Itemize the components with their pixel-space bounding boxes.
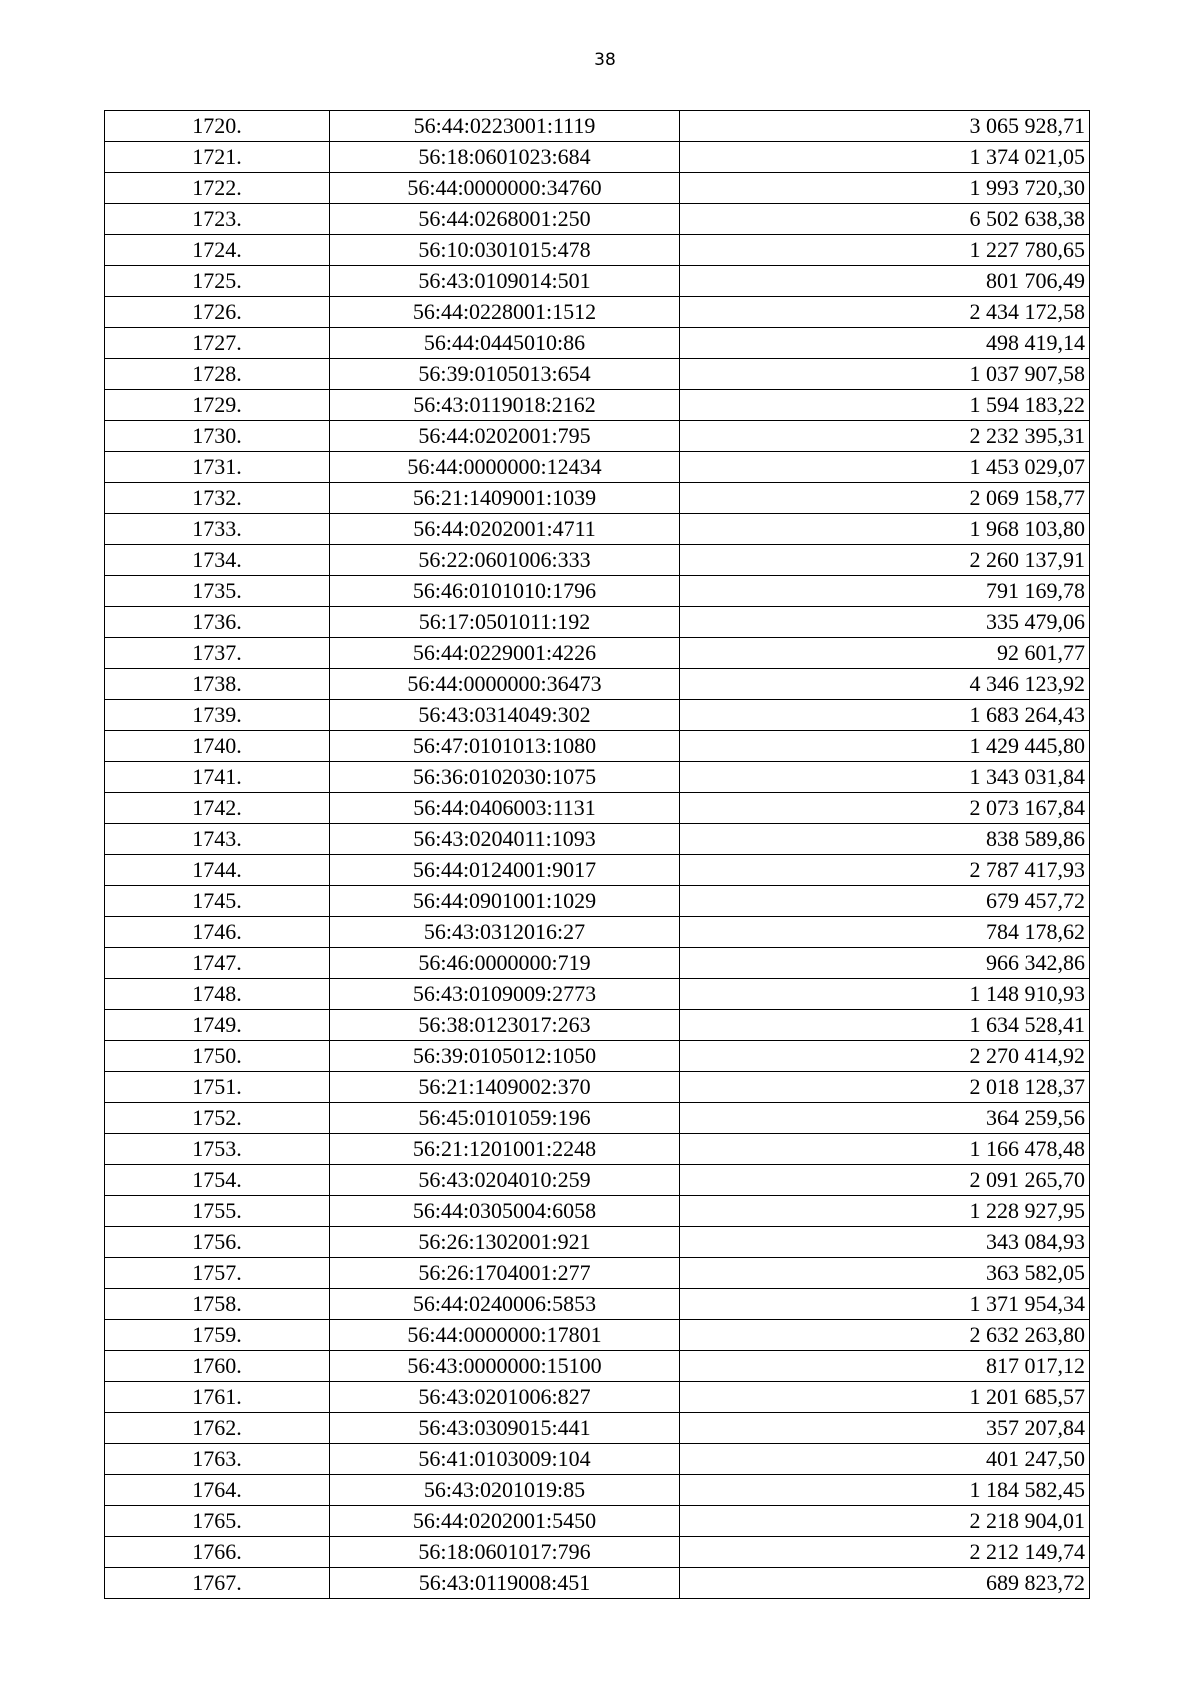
table-row — [105, 1568, 1090, 1599]
cadastral-number-cell: 56:44:0406003:1131 — [330, 793, 680, 824]
cadastral-number-cell: 56:43:0309015:441 — [330, 1413, 680, 1444]
cadastral-number-cell: 56:26:1302001:921 — [330, 1227, 680, 1258]
row-number-cell: 1742. — [105, 793, 330, 824]
row-number-cell: 1748. — [105, 979, 330, 1010]
cadastral-value-cell: 498 419,14 — [680, 328, 1090, 359]
cadastral-value-cell: 343 084,93 — [680, 1227, 1090, 1258]
cadastral-value-cell: 1 371 954,34 — [680, 1289, 1090, 1320]
cadastral-number-cell: 56:46:0101010:1796 — [330, 576, 680, 607]
row-number-cell: 1753. — [105, 1134, 330, 1165]
table-row — [105, 1506, 1090, 1537]
cadastral-value-cell: 1 453 029,07 — [680, 452, 1090, 483]
table-body — [105, 111, 1090, 1599]
table-row — [105, 669, 1090, 700]
cadastral-value-cell: 1 683 264,43 — [680, 700, 1090, 731]
table-row — [105, 545, 1090, 576]
cadastral-number-cell: 56:43:0000000:15100 — [330, 1351, 680, 1382]
cadastral-value-cell: 401 247,50 — [680, 1444, 1090, 1475]
page-number: 38 — [594, 50, 616, 70]
table-row — [105, 1382, 1090, 1413]
row-number-cell: 1757. — [105, 1258, 330, 1289]
row-number-cell: 1744. — [105, 855, 330, 886]
cadastral-number-cell: 56:44:0000000:12434 — [330, 452, 680, 483]
cadastral-number-cell: 56:43:0119018:2162 — [330, 390, 680, 421]
cadastral-value-cell: 1 429 445,80 — [680, 731, 1090, 762]
table-row — [105, 1041, 1090, 1072]
cadastral-number-cell: 56:43:0204011:1093 — [330, 824, 680, 855]
row-number-cell: 1760. — [105, 1351, 330, 1382]
cadastral-value-cell: 679 457,72 — [680, 886, 1090, 917]
row-number-cell: 1741. — [105, 762, 330, 793]
row-number-cell: 1764. — [105, 1475, 330, 1506]
table-row — [105, 1351, 1090, 1382]
cadastral-value-cell: 2 632 263,80 — [680, 1320, 1090, 1351]
row-number-cell: 1720. — [105, 111, 330, 142]
cadastral-value-cell: 791 169,78 — [680, 576, 1090, 607]
row-number-cell: 1767. — [105, 1568, 330, 1599]
row-number-cell: 1732. — [105, 483, 330, 514]
cadastral-value-cell: 801 706,49 — [680, 266, 1090, 297]
table-row — [105, 421, 1090, 452]
cadastral-number-cell: 56:43:0204010:259 — [330, 1165, 680, 1196]
cadastral-number-cell: 56:44:0202001:4711 — [330, 514, 680, 545]
table-row — [105, 1475, 1090, 1506]
row-number-cell: 1721. — [105, 142, 330, 173]
cadastral-value-cell: 817 017,12 — [680, 1351, 1090, 1382]
cadastral-value-cell: 2 260 137,91 — [680, 545, 1090, 576]
table-row — [105, 1444, 1090, 1475]
row-number-cell: 1724. — [105, 235, 330, 266]
row-number-cell: 1751. — [105, 1072, 330, 1103]
table-row — [105, 731, 1090, 762]
table-row — [105, 700, 1090, 731]
cadastral-value-cell: 1 148 910,93 — [680, 979, 1090, 1010]
cadastral-number-cell: 56:21:1409002:370 — [330, 1072, 680, 1103]
table-row — [105, 514, 1090, 545]
row-number-cell: 1743. — [105, 824, 330, 855]
table-row — [105, 762, 1090, 793]
cadastral-number-cell: 56:38:0123017:263 — [330, 1010, 680, 1041]
table-row — [105, 1227, 1090, 1258]
row-number-cell: 1733. — [105, 514, 330, 545]
cadastral-number-cell: 56:44:0228001:1512 — [330, 297, 680, 328]
row-number-cell: 1734. — [105, 545, 330, 576]
cadastral-value-cell: 363 582,05 — [680, 1258, 1090, 1289]
table-row — [105, 328, 1090, 359]
cadastral-value-cell: 2 069 158,77 — [680, 483, 1090, 514]
cadastral-value-cell: 1 594 183,22 — [680, 390, 1090, 421]
cadastral-number-cell: 56:39:0105012:1050 — [330, 1041, 680, 1072]
cadastral-value-cell: 3 065 928,71 — [680, 111, 1090, 142]
cadastral-number-cell: 56:26:1704001:277 — [330, 1258, 680, 1289]
cadastral-value-cell: 92 601,77 — [680, 638, 1090, 669]
table-row — [105, 917, 1090, 948]
table-row — [105, 452, 1090, 483]
row-number-cell: 1727. — [105, 328, 330, 359]
cadastral-value-cell: 784 178,62 — [680, 917, 1090, 948]
cadastral-value-cell: 364 259,56 — [680, 1103, 1090, 1134]
cadastral-value-cell: 1 166 478,48 — [680, 1134, 1090, 1165]
cadastral-value-cell: 2 434 172,58 — [680, 297, 1090, 328]
row-number-cell: 1756. — [105, 1227, 330, 1258]
cadastral-value-cell: 1 968 103,80 — [680, 514, 1090, 545]
row-number-cell: 1765. — [105, 1506, 330, 1537]
cadastral-value-cell: 966 342,86 — [680, 948, 1090, 979]
table-row — [105, 1196, 1090, 1227]
cadastral-value-cell: 2 218 904,01 — [680, 1506, 1090, 1537]
cadastral-number-cell: 56:44:0000000:34760 — [330, 173, 680, 204]
table-row — [105, 1103, 1090, 1134]
table-row — [105, 1165, 1090, 1196]
row-number-cell: 1761. — [105, 1382, 330, 1413]
cadastral-value-cell: 1 993 720,30 — [680, 173, 1090, 204]
row-number-cell: 1759. — [105, 1320, 330, 1351]
row-number-cell: 1731. — [105, 452, 330, 483]
row-number-cell: 1722. — [105, 173, 330, 204]
cadastral-number-cell: 56:43:0312016:27 — [330, 917, 680, 948]
cadastral-number-cell: 56:17:0501011:192 — [330, 607, 680, 638]
table-row — [105, 576, 1090, 607]
cadastral-value-cell: 2 018 128,37 — [680, 1072, 1090, 1103]
cadastral-value-cell: 2 073 167,84 — [680, 793, 1090, 824]
table-row — [105, 111, 1090, 142]
table-row — [105, 979, 1090, 1010]
row-number-cell: 1740. — [105, 731, 330, 762]
table-row — [105, 824, 1090, 855]
table-row — [105, 266, 1090, 297]
row-number-cell: 1737. — [105, 638, 330, 669]
table-row — [105, 607, 1090, 638]
row-number-cell: 1745. — [105, 886, 330, 917]
row-number-cell: 1736. — [105, 607, 330, 638]
cadastral-value-cell: 838 589,86 — [680, 824, 1090, 855]
cadastral-number-cell: 56:18:0601023:684 — [330, 142, 680, 173]
cadastral-value-cell: 335 479,06 — [680, 607, 1090, 638]
cadastral-number-cell: 56:44:0124001:9017 — [330, 855, 680, 886]
cadastral-value-cell: 4 346 123,92 — [680, 669, 1090, 700]
cadastral-number-cell: 56:44:0240006:5853 — [330, 1289, 680, 1320]
table-row — [105, 793, 1090, 824]
cadastral-value-table — [104, 110, 1090, 1599]
table-row — [105, 1537, 1090, 1568]
row-number-cell: 1730. — [105, 421, 330, 452]
row-number-cell: 1723. — [105, 204, 330, 235]
row-number-cell: 1729. — [105, 390, 330, 421]
table-row — [105, 1289, 1090, 1320]
row-number-cell: 1750. — [105, 1041, 330, 1072]
row-number-cell: 1762. — [105, 1413, 330, 1444]
table-row — [105, 1010, 1090, 1041]
cadastral-number-cell: 56:22:0601006:333 — [330, 545, 680, 576]
cadastral-value-cell: 1 228 927,95 — [680, 1196, 1090, 1227]
cadastral-number-cell: 56:47:0101013:1080 — [330, 731, 680, 762]
row-number-cell: 1754. — [105, 1165, 330, 1196]
row-number-cell: 1739. — [105, 700, 330, 731]
table-row — [105, 173, 1090, 204]
cadastral-value-cell: 1 184 582,45 — [680, 1475, 1090, 1506]
cadastral-number-cell: 56:39:0105013:654 — [330, 359, 680, 390]
row-number-cell: 1766. — [105, 1537, 330, 1568]
cadastral-number-cell: 56:43:0109009:2773 — [330, 979, 680, 1010]
table-row — [105, 1072, 1090, 1103]
cadastral-value-cell: 357 207,84 — [680, 1413, 1090, 1444]
cadastral-number-cell: 56:10:0301015:478 — [330, 235, 680, 266]
table-row — [105, 1258, 1090, 1289]
table-row — [105, 1320, 1090, 1351]
row-number-cell: 1758. — [105, 1289, 330, 1320]
cadastral-number-cell: 56:43:0314049:302 — [330, 700, 680, 731]
table-row — [105, 142, 1090, 173]
row-number-cell: 1747. — [105, 948, 330, 979]
cadastral-value-cell: 1 201 685,57 — [680, 1382, 1090, 1413]
cadastral-number-cell: 56:44:0305004:6058 — [330, 1196, 680, 1227]
table-row — [105, 390, 1090, 421]
cadastral-number-cell: 56:43:0201019:85 — [330, 1475, 680, 1506]
cadastral-number-cell: 56:43:0109014:501 — [330, 266, 680, 297]
table-row — [105, 297, 1090, 328]
cadastral-number-cell: 56:44:0202001:5450 — [330, 1506, 680, 1537]
cadastral-number-cell: 56:43:0119008:451 — [330, 1568, 680, 1599]
table-row — [105, 1134, 1090, 1165]
cadastral-number-cell: 56:44:0268001:250 — [330, 204, 680, 235]
cadastral-number-cell: 56:44:0229001:4226 — [330, 638, 680, 669]
table-row — [105, 855, 1090, 886]
cadastral-value-cell: 2 091 265,70 — [680, 1165, 1090, 1196]
cadastral-number-cell: 56:44:0901001:1029 — [330, 886, 680, 917]
row-number-cell: 1749. — [105, 1010, 330, 1041]
table-row — [105, 359, 1090, 390]
table-row — [105, 638, 1090, 669]
cadastral-value-cell: 2 212 149,74 — [680, 1537, 1090, 1568]
row-number-cell: 1728. — [105, 359, 330, 390]
table-row — [105, 483, 1090, 514]
table-row — [105, 886, 1090, 917]
cadastral-number-cell: 56:44:0223001:1119 — [330, 111, 680, 142]
cadastral-value-cell: 1 037 907,58 — [680, 359, 1090, 390]
row-number-cell: 1746. — [105, 917, 330, 948]
cadastral-number-cell: 56:46:0000000:719 — [330, 948, 680, 979]
cadastral-number-cell: 56:44:0202001:795 — [330, 421, 680, 452]
row-number-cell: 1726. — [105, 297, 330, 328]
cadastral-number-cell: 56:41:0103009:104 — [330, 1444, 680, 1475]
row-number-cell: 1735. — [105, 576, 330, 607]
row-number-cell: 1755. — [105, 1196, 330, 1227]
cadastral-value-cell: 1 634 528,41 — [680, 1010, 1090, 1041]
cadastral-number-cell: 56:44:0445010:86 — [330, 328, 680, 359]
row-number-cell: 1725. — [105, 266, 330, 297]
cadastral-number-cell: 56:18:0601017:796 — [330, 1537, 680, 1568]
cadastral-value-cell: 689 823,72 — [680, 1568, 1090, 1599]
row-number-cell: 1738. — [105, 669, 330, 700]
table-row — [105, 235, 1090, 266]
cadastral-value-cell: 1 343 031,84 — [680, 762, 1090, 793]
table-row — [105, 1413, 1090, 1444]
cadastral-number-cell: 56:36:0102030:1075 — [330, 762, 680, 793]
cadastral-value-cell: 1 227 780,65 — [680, 235, 1090, 266]
cadastral-value-cell: 2 232 395,31 — [680, 421, 1090, 452]
cadastral-value-cell: 2 787 417,93 — [680, 855, 1090, 886]
cadastral-number-cell: 56:44:0000000:17801 — [330, 1320, 680, 1351]
cadastral-number-cell: 56:21:1201001:2248 — [330, 1134, 680, 1165]
cadastral-value-cell: 1 374 021,05 — [680, 142, 1090, 173]
row-number-cell: 1752. — [105, 1103, 330, 1134]
cadastral-value-cell: 2 270 414,92 — [680, 1041, 1090, 1072]
table-row — [105, 204, 1090, 235]
table-row — [105, 948, 1090, 979]
cadastral-number-cell: 56:45:0101059:196 — [330, 1103, 680, 1134]
cadastral-number-cell: 56:21:1409001:1039 — [330, 483, 680, 514]
row-number-cell: 1763. — [105, 1444, 330, 1475]
cadastral-number-cell: 56:43:0201006:827 — [330, 1382, 680, 1413]
cadastral-value-cell: 6 502 638,38 — [680, 204, 1090, 235]
cadastral-number-cell: 56:44:0000000:36473 — [330, 669, 680, 700]
